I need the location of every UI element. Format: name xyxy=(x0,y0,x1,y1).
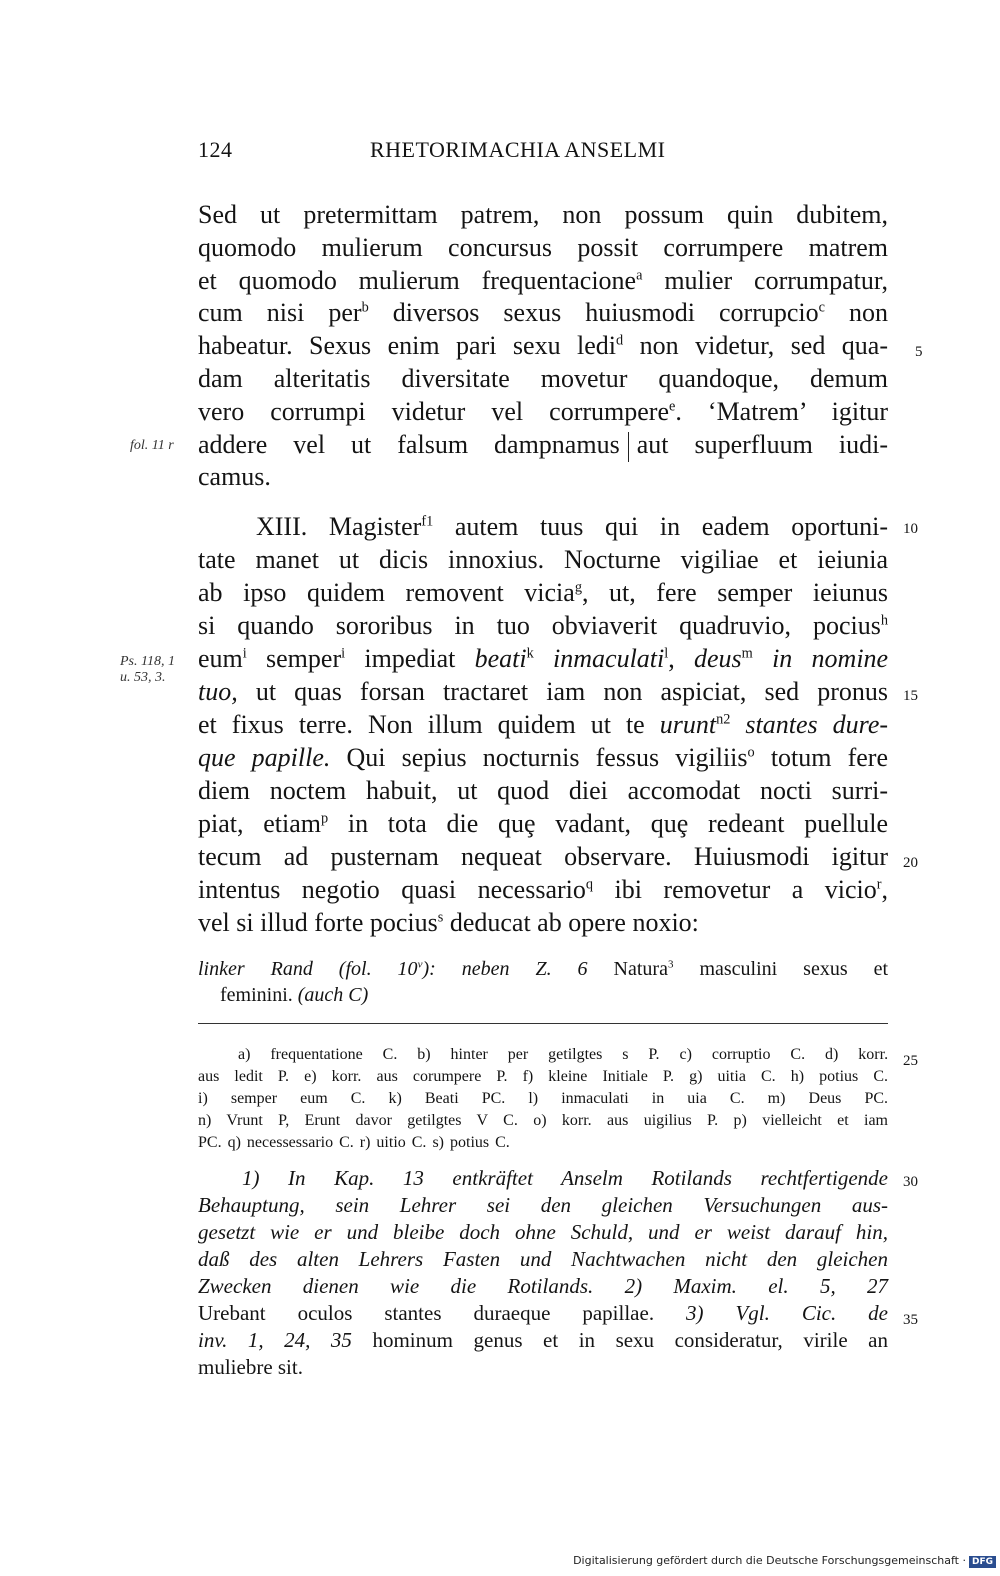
commentary-line: daß des alten Lehrers Fasten und Nachtwachen nicht den gleichen xyxy=(198,1247,888,1271)
text-line: vero corrumpi videtur vel corrumpere$^e$. ‘Matrem’ igitur xyxy=(198,397,888,426)
margin-note-folio: fol. 11 r xyxy=(130,438,174,453)
apparatus-line: aus ledit P. e) korr. aus corumpere P. f) kleine Initiale P. g) uitia C. h) potius C. xyxy=(198,1068,889,1085)
apparatus-line: a) frequentatione C. b) hinter per getilgtes s P. c) corruptio C. d) korr. xyxy=(238,1046,889,1063)
line-number: 35 xyxy=(903,1312,918,1328)
text-line: que papille. Qui sepius nocturnis fessus vigiliis$^o$ totum fere xyxy=(198,743,888,772)
text-line: tuo, ut quas forsan tractaret iam non aspiciat, sed pronus xyxy=(198,677,888,706)
text-line: si quando sororibus in tuo obviaverit quadruvio, pocius$^h$ xyxy=(198,611,888,640)
line-number: 20 xyxy=(903,855,918,871)
text-line: dam alteritatis diversitate movetur quandoque, demum xyxy=(198,364,888,393)
line-number: 25 xyxy=(903,1053,918,1069)
text-line: tate manet ut dicis innoxius. Nocturne vigiliae et ieiunia xyxy=(198,545,888,574)
text-line: et quomodo mulierum frequentacione$^a$ mulier corrumpatur, xyxy=(198,266,889,295)
text-line: diem noctem habuit, ut quod diei accomodat nocti surri- xyxy=(198,776,888,805)
line-number: 5 xyxy=(915,344,923,360)
text-line: piat, etiam$^p$ in tota die quȩ vadant, quȩ redeant puellule xyxy=(198,809,888,838)
running-title: RHETORIMACHIA ANSELMI xyxy=(370,137,666,162)
margin-note-psalm: Ps. 118, 1 xyxy=(120,654,175,669)
commentary-line: inv. 1, 24, 35 hominum genus et in sexu consideratur, virile an xyxy=(198,1328,888,1352)
line-number: 30 xyxy=(903,1174,918,1190)
dfg-logo: DFG xyxy=(969,1556,996,1568)
chapter-start-line: XIII. Magister$^{f1}$ autem tuus qui in eadem oportuni- xyxy=(256,512,888,541)
page-number: 124 xyxy=(198,137,233,162)
text-line: vel si illud forte pocius$^s$ deducat ab opere noxio: xyxy=(198,908,699,937)
folio-break-mark xyxy=(628,432,629,462)
text-line: quomodo mulierum concursus possit corrumpere matrem xyxy=(198,233,888,262)
margin-note-psalm-verse: u. 53, 3. xyxy=(120,670,166,685)
text-line: addere vel ut falsum dampnamus aut superfluum iudi- xyxy=(198,430,888,462)
text-line: eum$^i$ semper$^i$ impediat beati$^k$ inmaculati$^l$, deus$^m$ in nomine xyxy=(198,644,889,673)
text-line: cum nisi per$^b$ diversos sexus huiusmodi corrupcio$^c$ non xyxy=(198,298,888,327)
apparatus-line: PC. q) necessessario C. r) uitio C. s) potius C. xyxy=(198,1134,510,1151)
commentary-line: Behauptung, sein Lehrer sei den gleichen Versuchungen aus- xyxy=(198,1193,888,1217)
text-line: intentus negotio quasi necessario$^q$ ibi removetur a vicio$^r$, xyxy=(198,875,888,904)
commentary-line: muliebre sit. xyxy=(198,1355,303,1379)
text-line: camus. xyxy=(198,462,271,491)
line-number: 10 xyxy=(903,521,918,537)
text-line: ab ipso quidem removent vicia$^g$, ut, fere semper ieiunus xyxy=(198,578,888,607)
commentary-line: Urebant oculos stantes duraeque papillae. 3) Vgl. Cic. de xyxy=(198,1301,889,1325)
commentary-line: Zwecken dienen wie die Rotilands. 2) Maxim. el. 5, 27 xyxy=(198,1274,888,1298)
text-line: tecum ad pusternam nequeat observare. Huiusmodi igitur xyxy=(198,842,888,871)
digitization-credit: Digitalisierung gefördert durch die Deutsche Forschungsgemeinschaft · DFG xyxy=(573,1554,996,1568)
apparatus-line: n) Vrunt P, Erunt davor getilgtes V C. o) korr. aus uigilius P. p) vielleicht et iam xyxy=(198,1112,889,1129)
apparatus-line: i) semper eum C. k) Beati PC. l) inmaculati in uia C. m) Deus PC. xyxy=(198,1090,889,1107)
text-line: et fixus terre. Non illum quidem ut te urunt$^{n2}$ stantes dure- xyxy=(198,710,889,739)
text-line: Sed ut pretermittam patrem, non possum quin dubitem, xyxy=(198,200,888,229)
footnote-separator xyxy=(198,1023,888,1024)
text-line: habeatur. Sexus enim pari sexu ledi$^d$ non videtur, sed qua- xyxy=(198,331,889,360)
commentary-line: 1) In Kap. 13 entkräftet Anselm Rotilands rechtfertigende xyxy=(242,1166,888,1190)
line-number: 15 xyxy=(903,688,918,704)
commentary-line: gesetzt wie er und bleibe doch ohne Schuld, und er weist darauf hin, xyxy=(198,1220,888,1244)
